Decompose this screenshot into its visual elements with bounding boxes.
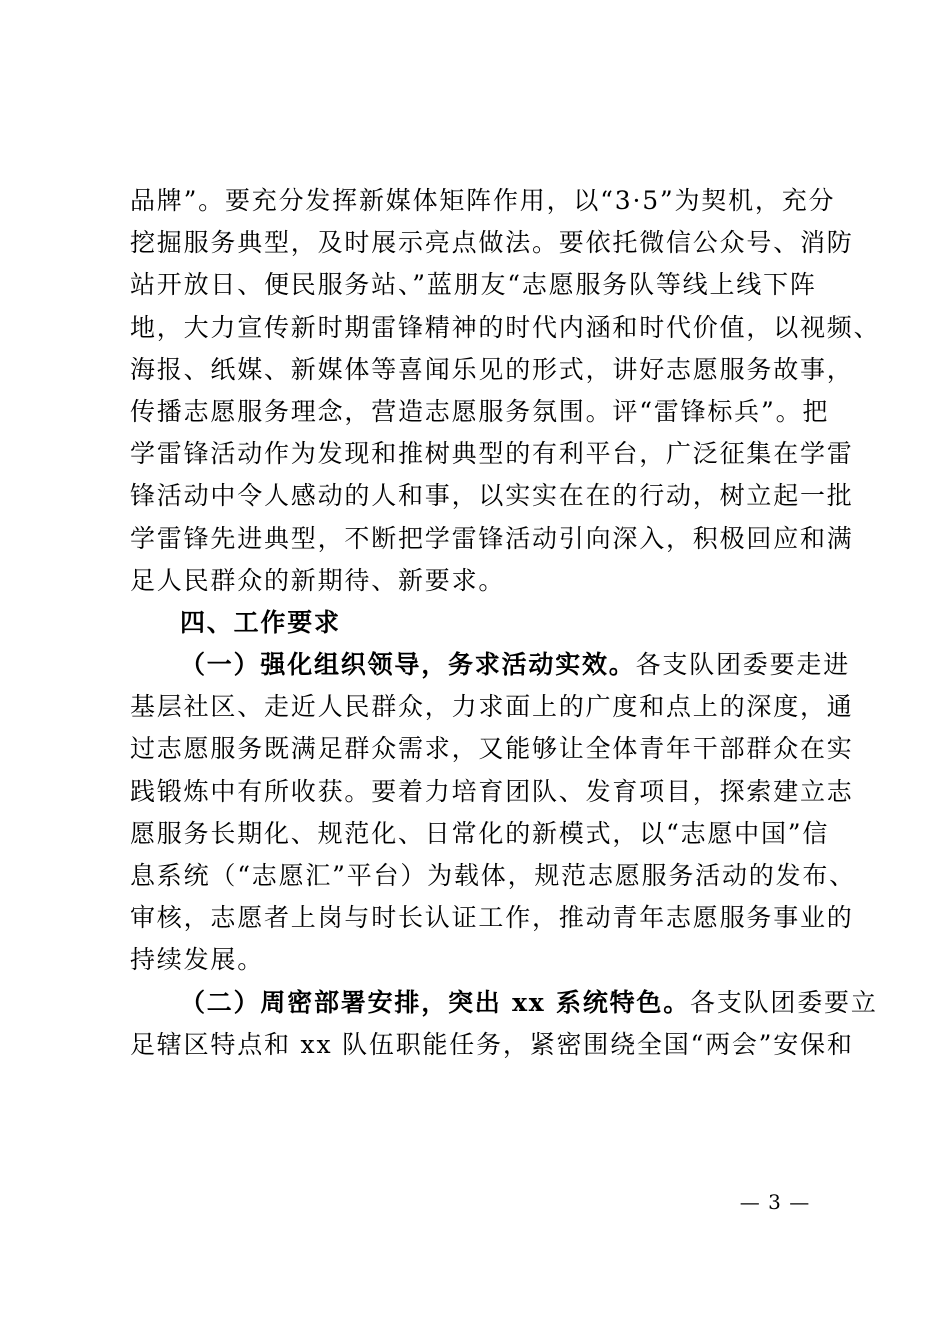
text-line: 息系统（“志愿汇”平台）为载体，规范志愿服务活动的发布、 (130, 861, 856, 890)
text-line: 地，大力宣传新时期雷锋精神的时代内涵和时代价值，以视频、 (130, 312, 881, 342)
text-line: 站开放日、便民服务站、”蓝朋友“志愿服务队等线上线下阵 (130, 270, 817, 300)
text-line: 持续发展。 (130, 945, 265, 975)
text-line: 学雷锋先进典型，不断把学雷锋活动引向深入，积极回应和满 (130, 523, 854, 553)
text-line: 足人民群众的新期待、新要求。 (130, 565, 506, 595)
text-line: 基层社区、走近人民群众，力求面上的广度和点上的深度，通 (130, 692, 854, 722)
text-line: 品牌”。要充分发挥新媒体矩阵作用，以“3·5”为契机，充分 (130, 186, 836, 215)
text-line: 海报、纸媒、新媒体等喜闻乐见的形式，讲好志愿服务故事， (130, 354, 854, 384)
item-two-first-line-rest: 各支队团委要立 (690, 987, 878, 1017)
section-heading: 四、工作要求 (180, 607, 341, 637)
item-one-title: （一）强化组织领导，务求活动实效。 (180, 650, 636, 680)
text-line: 锋活动中令人感动的人和事，以实实在在的行动，树立起一批 (130, 481, 854, 511)
text-line: 挖掘服务典型，及时展示亮点做法。要依托微信公众号、消防 (130, 228, 854, 258)
text-line: 审核，志愿者上岗与时长认证工作，推动青年志愿服务事业的 (130, 903, 854, 933)
text-line: 践锻炼中有所收获。要着力培育团队、发育项目，探索建立志 (130, 776, 854, 806)
item-two-first-line (130, 982, 878, 1024)
item-two-title: （二）周密部署安排，突出 xx 系统特色。 (180, 987, 691, 1017)
text-line: 足辖区特点和 xx 队伍职能任务，紧密围绕全国“两会”安保和 (130, 1029, 854, 1059)
item-one-first-line-rest: 各支队团委要走进 (635, 650, 851, 680)
text-line: 过志愿服务既满足群众需求，又能够让全体青年干部群众在实 (130, 734, 854, 764)
page-number: — 3 — (739, 1190, 811, 1214)
text-line: 传播志愿服务理念，营造志愿服务氛围。评“雷锋标兵”。把 (130, 396, 830, 426)
text-line: 学雷锋活动作为发现和推树典型的有利平台，广泛征集在学雷 (130, 439, 854, 469)
document-body (130, 180, 881, 1066)
text-line: 愿服务长期化、规范化、日常化的新模式，以“志愿中国”信 (130, 818, 830, 848)
item-one-first-line (130, 644, 851, 686)
